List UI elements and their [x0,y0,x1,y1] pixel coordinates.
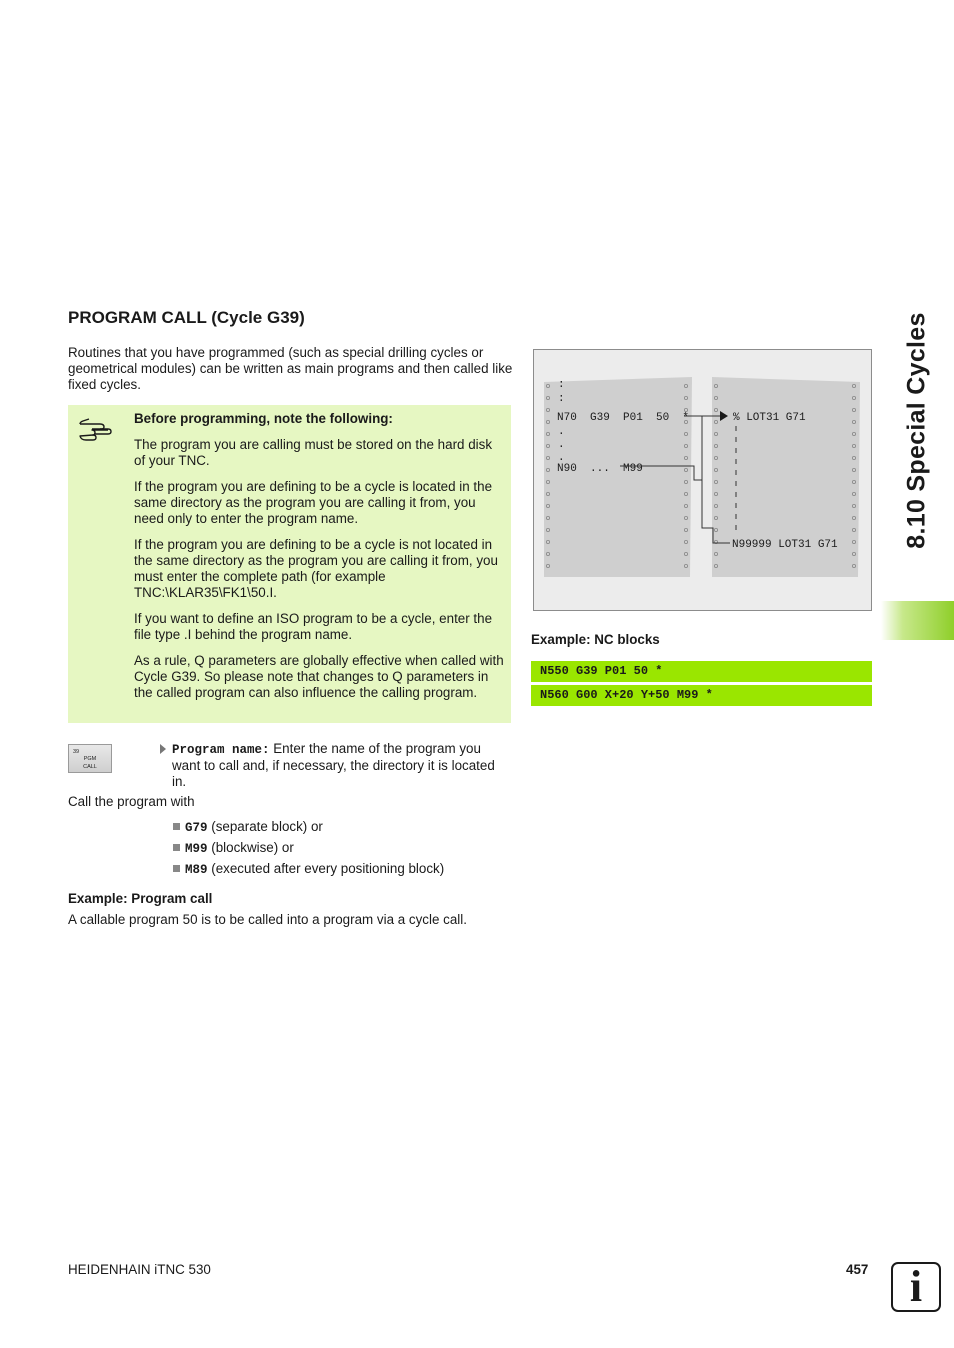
code-keyword: M89 [185,863,208,877]
code-keyword: M99 [185,842,208,856]
list-item [173,840,294,857]
square-bullet-icon [173,823,180,830]
softkey-label: PGM [83,756,97,762]
example-call-text: A callable program 50 is to be called into a program via a cycle call. [68,912,467,927]
code-keyword: G79 [185,821,208,835]
note-heading: Before programming, note the following: [134,411,393,426]
parameter-text: Enter the name of the program you want to call and, if necessary, the directory it is located in. [172,741,495,789]
list-item-text: (blockwise) or [207,840,294,855]
right-line: N99999 LOT31 G71 [732,539,838,551]
section-title: PROGRAM CALL (Cycle G39) [68,308,305,327]
side-tab-marker [881,601,954,640]
parameter-description [160,741,505,790]
call-with-text: Call the program with [68,794,195,809]
left-program-sheet [544,377,692,577]
note-box [68,405,511,723]
right-line: % LOT31 G71 [733,412,806,424]
left-line: N90 ... M99 [557,463,643,475]
intro-paragraph: Routines that you have programmed (such as special drilling cycles or geometrical modules) can be written as main programs and then called like fixed cycles. [68,345,513,392]
triangle-bullet-icon [160,744,166,754]
left-line: N70 G39 P01 50 * [557,412,690,424]
note-paragraph: The program you are calling must be stored on the hard disk of your TNC. [134,437,493,468]
diagram-svg [534,350,871,610]
nc-block: N550 G39 P01 50 * [531,661,872,682]
example-call-heading: Example: Program call [68,891,213,906]
list-item-text: (separate block) or [207,819,323,834]
note-paragraph: If you want to define an ISO program to be a cycle, enter the file type .I behind the program name. [134,611,493,642]
softkey-number: 39 [73,749,80,755]
square-bullet-icon [173,865,180,872]
parameter-keyword: Program name: [172,743,270,757]
program-call-diagram [533,349,872,611]
nc-block: N560 G00 X+20 Y+50 M99 * [531,685,872,706]
footer-product: HEIDENHAIN iTNC 530 [68,1262,211,1277]
note-paragraph: If the program you are defining to be a cycle is located in the same directory as the program you are calling it from, you need only to enter the program name. [134,479,493,526]
left-line: . [558,452,565,464]
example-nc-heading: Example: NC blocks [531,632,660,647]
pgm-call-softkey[interactable] [68,744,112,773]
left-line: : [558,379,565,391]
note-paragraph: If the program you are defining to be a cycle is not located in the same directory as the program you are calling it from, you must enter the complete path (for example TNC:\KLAR35\FK1\50.I. [134,537,498,600]
info-icon[interactable]: i [891,1262,941,1312]
left-line: . [558,426,565,438]
square-bullet-icon [173,844,180,851]
side-tab-title: 8.10 Special Cycles [902,311,931,549]
left-line: : [558,393,565,405]
softkey-label: CALL [83,764,97,770]
list-item [173,861,444,878]
note-paragraph: As a rule, Q parameters are globally effective when called with Cycle G39. So please note that changes to Q parameters in the called program can also influence the calling program. [134,653,504,700]
list-item-text: (executed after every positioning block) [207,861,445,876]
left-line: . [558,439,565,451]
list-item [173,819,323,836]
pointing-hand-icon [78,415,112,443]
page-number: 457 [846,1262,869,1277]
